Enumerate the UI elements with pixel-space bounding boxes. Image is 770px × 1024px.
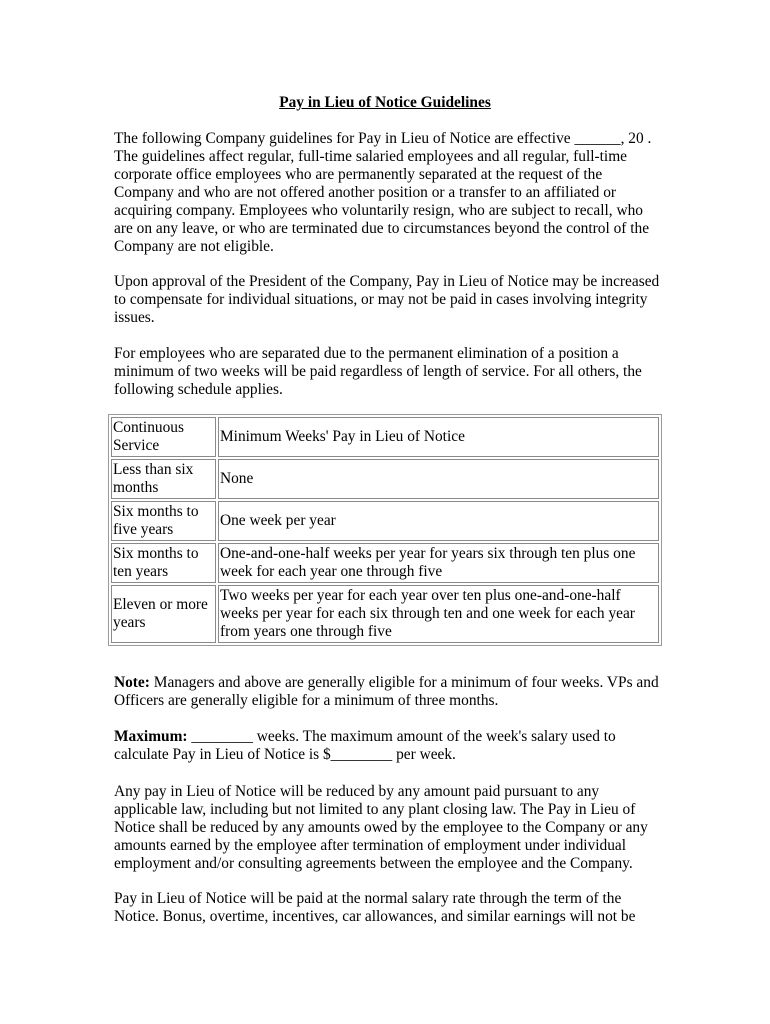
table-cell-service: Six months to ten years bbox=[111, 543, 216, 583]
table-row bbox=[111, 543, 659, 583]
table-header-row bbox=[111, 417, 659, 457]
schedule-intro-paragraph: For employees who are separated due to the permanent elimination of a position a minimum of two weeks will be paid regardless of length of service. For all others, the following schedule applies. bbox=[114, 345, 642, 398]
maximum-paragraph bbox=[114, 728, 662, 764]
table-row bbox=[111, 459, 659, 499]
table-cell-weeks: None bbox=[218, 459, 659, 499]
notice-schedule-table bbox=[108, 414, 662, 646]
effective-date-paragraph: The following Company guidelines for Pay in Lieu of Notice are effective ______, 20 . The guidelines affect regular, full-time salaried employees and all regular, full-time corporate office employees who are permanently separated at the request of the Company and who are not offered another position or a transfer to an affiliated or acquiring company. Employees who voluntarily resign, who are subject to recall, who are on any leave, or who are terminated due to circumstances beyond the control of the Company are not eligible. bbox=[114, 130, 652, 255]
document-title: Pay in Lieu of Notice Guidelines bbox=[279, 94, 491, 111]
reduction-paragraph: Any pay in Lieu of Notice will be reduced by any amount paid pursuant to any applicable law, including but not limited to any plant closing law. The Pay in Lieu of Notice shall be reduced by any amounts owed by the employee to the Company or any amounts earned by the employee after termination of employment under individual employment and/or consulting agreements between the employee and the Company. bbox=[114, 783, 648, 872]
table-cell-service: Six months to five years bbox=[111, 501, 216, 541]
table-cell-weeks: Two weeks per year for each year over ten plus one-and-one-half weeks per year for each six through ten and one week for each year from years one through five bbox=[218, 585, 659, 643]
table-header-cell: Minimum Weeks' Pay in Lieu of Notice bbox=[218, 417, 659, 457]
note-label: Note: bbox=[114, 674, 150, 691]
table-cell-service: Less than six months bbox=[111, 459, 216, 499]
note-paragraph bbox=[114, 674, 662, 710]
table-cell-service: Eleven or more years bbox=[111, 585, 216, 643]
maximum-label: Maximum: bbox=[114, 728, 188, 745]
table-row bbox=[111, 585, 659, 643]
table-cell-weeks: One-and-one-half weeks per year for years six through ten plus one week for each year one through five bbox=[218, 543, 659, 583]
note-text: Managers and above are generally eligible for a minimum of four weeks. VPs and Officers are generally eligible for a minimum of three months. bbox=[114, 674, 659, 709]
table-cell-weeks: One week per year bbox=[218, 501, 659, 541]
maximum-text: ________ weeks. The maximum amount of the week's salary used to calculate Pay in Lieu of Notice is $________ per week. bbox=[114, 728, 616, 763]
salary-rate-paragraph: Pay in Lieu of Notice will be paid at the normal salary rate through the term of the Notice. Bonus, overtime, incentives, car allowances, and similar earnings will not be bbox=[114, 890, 636, 925]
president-approval-paragraph: Upon approval of the President of the Company, Pay in Lieu of Notice may be increased to compensate for individual situations, or may not be paid in cases involving integrity issues. bbox=[114, 273, 660, 326]
table-row bbox=[111, 501, 659, 541]
table-header-cell: Continuous Service bbox=[111, 417, 216, 457]
